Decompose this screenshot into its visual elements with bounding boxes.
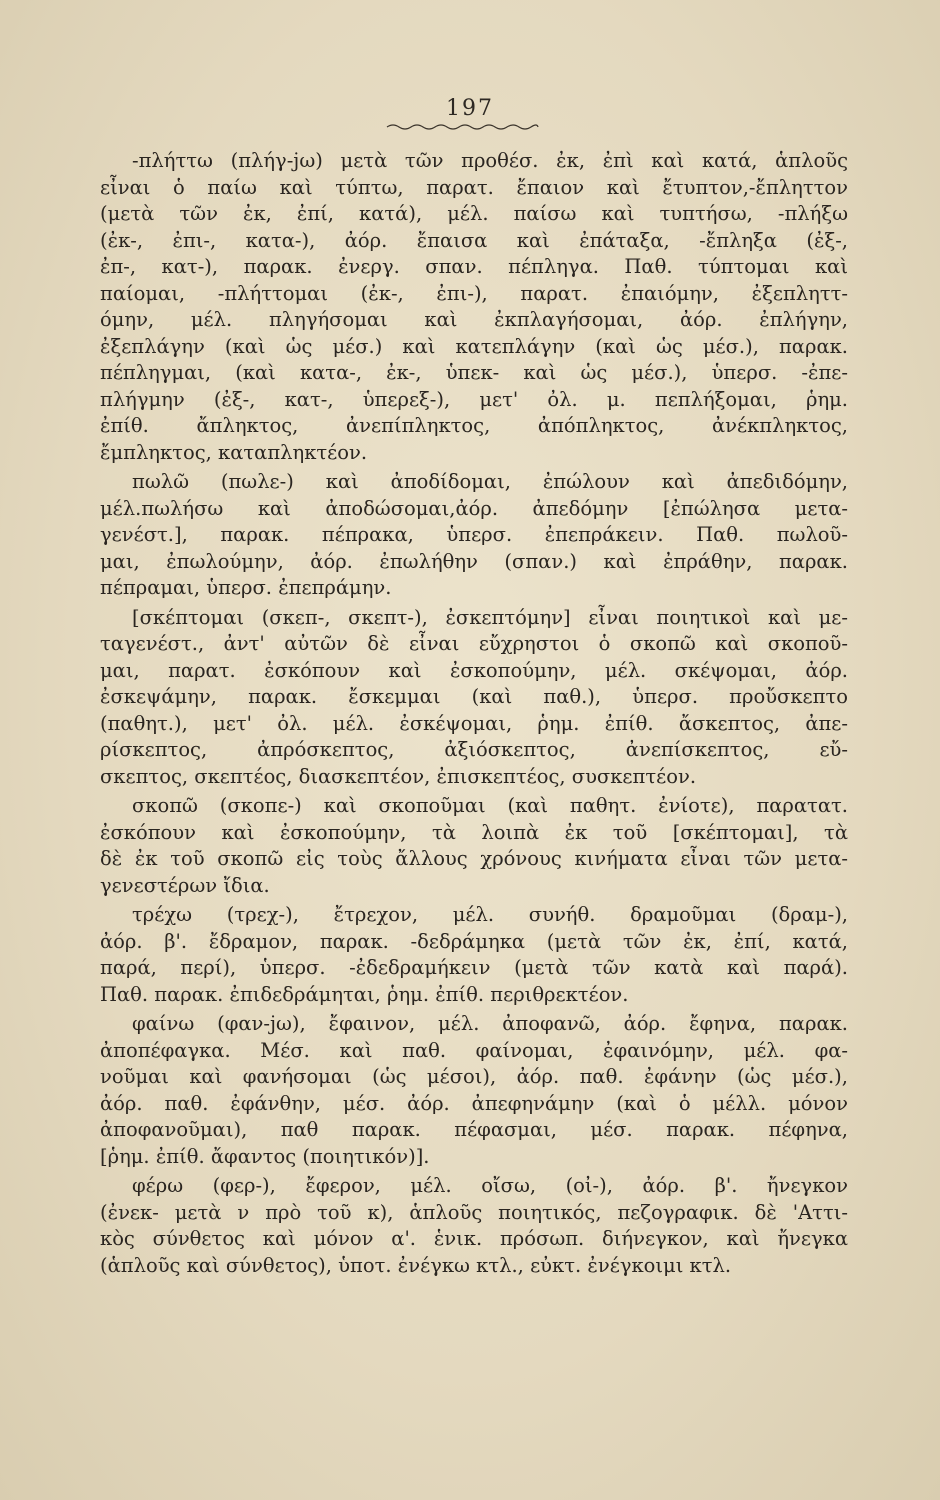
paragraph xyxy=(100,605,848,791)
text-line: παίομαι, -πλήττομαι (ἐκ-, ἐπι-), παρατ. ἐπαιόμην, ἐξεπληττ- xyxy=(100,281,848,305)
text-line: ταγενέστ., ἀντ' αὐτῶν δὲ εἶναι εὔχρηστοι ὁ σκοπῶ καὶ σκοποῦ- xyxy=(100,632,848,655)
text-line: (ἁπλοῦς καὶ σύνθετος), ὑποτ. ἐνέγκω κτλ., εὐκτ. ἐνέγκοιμι κτλ. xyxy=(100,1253,732,1277)
text-line: ἐσκόπουν καὶ ἐσκοπούμην, τὰ λοιπὰ ἐκ τοῦ [σκέπτομαι], τὰ xyxy=(100,820,848,844)
text-line: νοῦμαι καὶ φανήσομαι (ὡς μέσοι), ἀόρ. παθ. ἐφάνην (ὡς μέσ.), xyxy=(100,1065,848,1088)
paragraph xyxy=(100,1173,848,1279)
text-line: [ῥημ. ἐπίθ. ἄφαντος (ποιητικόν)]. xyxy=(100,1144,430,1168)
text-line: -πλήττω (πλήγ-jω) μετὰ τῶν προθέσ. ἐκ, ἐπὶ καὶ κατά, ἁπλοῦς xyxy=(132,149,848,172)
text-line: τρέχω (τρεχ-), ἔτρεχον, μέλ. συνήθ. δραμοῦμαι (δραμ-), xyxy=(132,903,848,926)
text-line: πωλῶ (πωλε-) καὶ ἀποδίδομαι, ἐπώλουν καὶ ἀπεδιδόμην, xyxy=(132,470,848,493)
text-line: (παθητ.), μετ' ὀλ. μέλ. ἐσκέψομαι, ῥημ. ἐπίθ. ἄσκεπτος, ἀπε- xyxy=(100,711,848,735)
text-line: (μετὰ τῶν ἐκ, ἐπί, κατά), μέλ. παίσω καὶ τυπτήσω, -πλήξω xyxy=(100,202,848,225)
text-line: ἐπ-, κατ-), παρακ. ἐνεργ. σπαν. πέπληγα. Παθ. τύπτομαι καὶ xyxy=(100,255,848,278)
text-line: ἐσκεψάμην, παρακ. ἔσκεμμαι (καὶ παθ.), ὑπερσ. προὔσκεπτο xyxy=(100,685,848,708)
text-line: ἀόρ. β'. ἔδραμον, παρακ. -δεδράμηκα (μετὰ τῶν ἐκ, ἐπί, κατά, xyxy=(100,929,848,953)
text-line: εἶναι ὁ παίω καὶ τύπτω, παρατ. ἔπαιον καὶ ἔτυπτον,-ἔπληττον xyxy=(100,175,848,199)
text-line: γενέστ.], παρακ. πέπρακα, ὑπερσ. ἐπεπράκειν. Παθ. πωλοῦ- xyxy=(100,523,848,546)
text-line: (ἐκ-, ἐπι-, κατα-), ἀόρ. ἔπαισα καὶ ἐπάταξα, -ἔπληξα (ἐξ-, xyxy=(100,228,848,252)
text-line: φέρω (φερ-), ἔφερον, μέλ. οἴσω, (οἰ-), ἀόρ. β'. ἤνεγκον xyxy=(132,1174,848,1197)
text-line: πέπληγμαι, (καὶ κατα-, ἐκ-, ὑπεκ- καὶ ὡς μέσ.), ὑπερσ. -ἐπε- xyxy=(100,361,848,384)
text-line: (ἐνεκ- μετὰ ν πρὸ τοῦ κ), ἁπλοῦς ποιητικός, πεζογραφικ. δὲ 'Αττι- xyxy=(100,1200,848,1224)
paragraph xyxy=(100,469,848,602)
text-line: ἐπίθ. ἄπληκτος, ἀνεπίπληκτος, ἀπόπληκτος, ἀνέκπληκτος, xyxy=(100,414,848,437)
text-line: πλήγμην (ἐξ-, κατ-, ὑπερεξ-), μετ' ὀλ. μ. πεπλήξομαι, ῥημ. xyxy=(100,387,848,411)
paragraph xyxy=(100,1011,848,1170)
paragraph xyxy=(100,902,848,1008)
text-line: φαίνω (φαν-jω), ἔφαινον, μέλ. ἀποφανῶ, ἀόρ. ἔφηνα, παρακ. xyxy=(132,1012,848,1035)
text-line: ἐξεπλάγην (καὶ ὡς μέσ.) καὶ κατεπλάγην (καὶ ὡς μέσ.), παρακ. xyxy=(100,334,848,358)
text-line: σκοπῶ (σκοπε-) καὶ σκοποῦμαι (καὶ παθητ. ἐνίοτε), παρατατ. xyxy=(132,794,848,817)
text-block xyxy=(100,148,848,1279)
text-line: μέλ.πωλήσω καὶ ἀποδώσομαι,ἀόρ. ἀπεδόμην [ἐπώλησα μετα- xyxy=(100,496,848,520)
text-line: παρά, περί), ὑπερσ. -ἐδεδραμήκειν (μετὰ τῶν κατὰ καὶ παρά). xyxy=(100,956,848,979)
text-line: Παθ. παρακ. ἐπιδεδράμηται, ῥημ. ἐπίθ. περιθρεκτέον. xyxy=(100,982,629,1006)
paragraph xyxy=(100,148,848,466)
text-line: [σκέπτομαι (σκεπ-, σκεπτ-), ἐσκεπτόμην] εἶναι ποιητικοὶ καὶ με- xyxy=(132,605,848,629)
text-line: σκεπτος, σκεπτέος, διασκεπτέον, ἐπισκεπτέος, συσκεπτέον. xyxy=(100,764,697,788)
text-line: ἀποφανοῦμαι), παθ παρακ. πέφασμαι, μέσ. παρακ. πέφηνα, xyxy=(100,1118,848,1141)
text-line: κὸς σύνθετος καὶ μόνον α'. ἑνικ. πρόσωπ. διήνεγκον, καὶ ἤνεγκα xyxy=(100,1227,848,1250)
text-line: ρίσκεπτος, ἀπρόσκεπτος, ἀξιόσκεπτος, ἀνεπίσκεπτος, εὔ- xyxy=(100,738,848,761)
text-line: ἀόρ. παθ. ἐφάνθην, μέσ. ἀόρ. ἀπεφηνάμην (καὶ ὁ μέλλ. μόνον xyxy=(100,1091,848,1115)
text-line: δὲ ἐκ τοῦ σκοπῶ εἰς τοὺς ἄλλους χρόνους κινήματα εἶναι τῶν μετα- xyxy=(100,847,848,870)
text-line: πέπραμαι, ὑπερσ. ἐπεπράμην. xyxy=(100,576,392,599)
ornament-rule-icon xyxy=(385,122,540,132)
text-line: ἀποπέφαγκα. Μέσ. καὶ παθ. φαίνομαι, ἐφαινόμην, μέλ. φα- xyxy=(100,1038,848,1062)
text-line: ἔμπληκτος, καταπληκτέον. xyxy=(100,440,368,464)
paragraph xyxy=(100,793,848,899)
text-line: μαι, παρατ. ἐσκόπουν καὶ ἐσκοπούμην, μέλ. σκέψομαι, ἀόρ. xyxy=(100,658,848,682)
page-number: 197 xyxy=(446,96,494,121)
text-line: μαι, ἐπωλούμην, ἀόρ. ἐπωλήθην (σπαν.) καὶ ἐπράθην, παρακ. xyxy=(100,549,848,573)
text-line: γενεστέρων ἴδια. xyxy=(100,873,270,897)
text-line: όμην, μέλ. πληγήσομαι καὶ ἐκπλαγήσομαι, ἀόρ. ἐπλήγην, xyxy=(100,308,848,331)
